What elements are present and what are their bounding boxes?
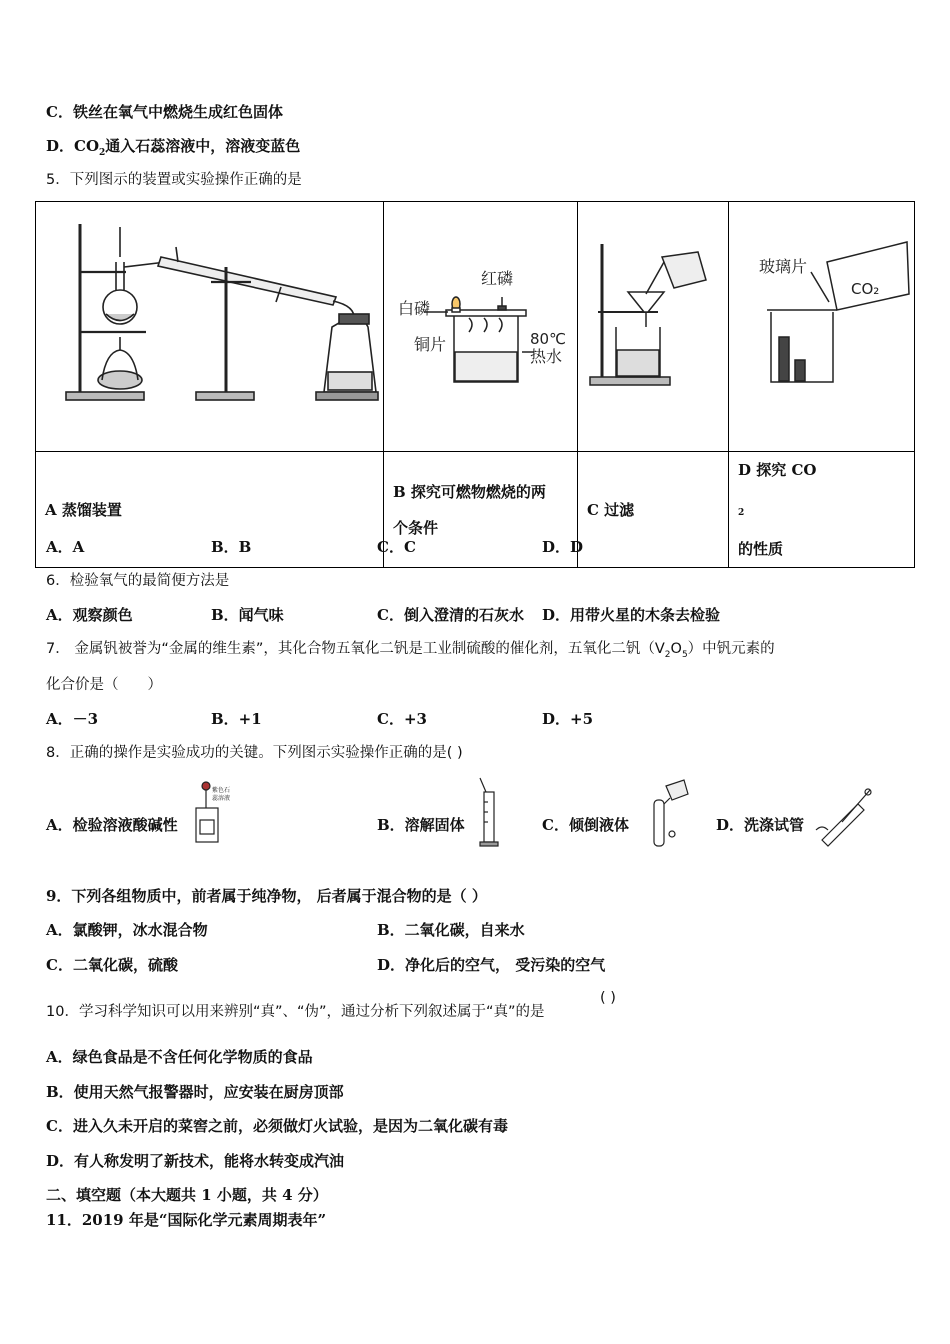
q10-stem: 10．学习科学知识可以用来辨别“真”、“伪”，通过分析下列叙述属于“真”的是: [46, 1004, 545, 1020]
tiny-label-1: 紫色石: [212, 787, 231, 794]
q9-option-b: B．二氧化碳，自来水: [377, 921, 525, 939]
q5-option-b: B．B: [211, 538, 252, 556]
figure-c-filtration: [578, 202, 729, 452]
q11-stem: 11．2019 年是“国际化学元素周期表年”: [46, 1211, 327, 1229]
q7-stem-line1: 7． 金属钒被誉为“金属的维生素”，其化合物五氧化二钒是工业制硫酸的催化剂，五氧化二钒$(V_2O_5)$中钒元素的: [46, 641, 775, 660]
q10-option-d: D．有人称发明了新技术，能将水转变成汽油: [46, 1152, 345, 1170]
q5-option-d: D．D: [542, 538, 584, 556]
q10-option-a: A．绿色食品是不含任何化学物质的食品: [46, 1048, 313, 1066]
q6-stem: 6．检验氧气的最简便方法是: [46, 573, 230, 589]
q5-stem: 5．下列图示的装置或实验操作正确的是: [46, 172, 302, 188]
q7-option-c: C．+3: [377, 710, 427, 728]
q8-stem: 8．正确的操作是实验成功的关键。下列图示实验操作正确的是( ): [46, 745, 463, 761]
q10-paren: ( ): [600, 990, 616, 1006]
q6-option-a: A．观察颜色: [46, 606, 133, 624]
label-hot-water: 热水: [530, 347, 563, 366]
q7-stem-line2: 化合价是（ ）: [46, 677, 162, 693]
q8-option-a: A．检验溶液酸碱性: [46, 816, 178, 834]
q9-option-c: C．二氧化碳，硫酸: [46, 956, 178, 974]
cell-d-label: D 探究 CO $_2$ 的性质: [729, 452, 915, 568]
label-temperature: 80℃: [530, 330, 566, 348]
q5-figure-table: [35, 201, 915, 568]
q10-option-c: C．进入久未开启的菜窖之前，必须做灯火试验，是因为二氧化碳有毒: [46, 1117, 508, 1135]
cell-a-label: A 蒸馏装置: [36, 452, 384, 568]
q10-option-b: B．使用天然气报警器时，应安装在厨房顶部: [46, 1083, 344, 1101]
q9-stem: 9．下列各组物质中，前者属于纯净物， 后者属于混合物的是（ ）: [46, 887, 487, 905]
q7-option-a: A．－3: [46, 710, 99, 728]
figure-a-distillation: [36, 202, 384, 452]
graduated-cylinder-icon: [474, 776, 504, 848]
q9-option-d: D．净化后的空气， 受污染的空气: [377, 956, 606, 974]
filtration-icon: [578, 202, 728, 447]
q8-option-c: C．倾倒液体: [542, 816, 629, 834]
distillation-apparatus-icon: [36, 202, 383, 447]
label-copper-sheet: 铜片: [414, 335, 447, 354]
label-white-phosphorus: 白磷: [398, 299, 431, 318]
combustion-conditions-icon: [384, 202, 577, 447]
tiny-label-2: 蕊溶液: [212, 795, 231, 802]
pour-liquid-icon: [636, 776, 692, 850]
cell-b-label: B 探究可燃物燃烧的两 个条件: [384, 452, 578, 568]
co2-property-icon: [729, 202, 914, 447]
q8-option-b: B．溶解固体: [377, 816, 465, 834]
q5-option-c: C．C: [377, 538, 416, 556]
q4-option-d: D．$CO_2$通入石蕊溶液中，溶液变蓝色: [46, 137, 301, 158]
q6-option-d: D．用带火星的木条去检验: [542, 606, 721, 624]
label-co2: CO₂: [851, 280, 880, 298]
q6-option-b: B．闻气味: [211, 606, 284, 624]
label-red-phosphorus: 红磷: [481, 269, 514, 288]
q6-option-c: C．倒入澄清的石灰水: [377, 606, 524, 624]
cell-c-label: C 过滤: [578, 452, 729, 568]
wash-test-tube-icon: [812, 782, 878, 848]
litmus-test-icon: [190, 780, 232, 846]
q5-option-a: A．A: [46, 538, 85, 556]
label-glass-plate: 玻璃片: [759, 257, 808, 276]
q7-option-b: B．+1: [211, 710, 262, 728]
q9-option-a: A．氯酸钾，冰水混合物: [46, 921, 208, 939]
q4-option-c: C．铁丝在氧气中燃烧生成红色固体: [46, 103, 283, 121]
figure-d-co2: [729, 202, 915, 452]
section2-title: 二、填空题（本大题共 1 小题，共 4 分）: [46, 1186, 328, 1204]
q7-option-d: D．+5: [542, 710, 594, 728]
figure-b-combustion: [384, 202, 578, 452]
q8-option-d: D．洗涤试管: [716, 816, 805, 834]
